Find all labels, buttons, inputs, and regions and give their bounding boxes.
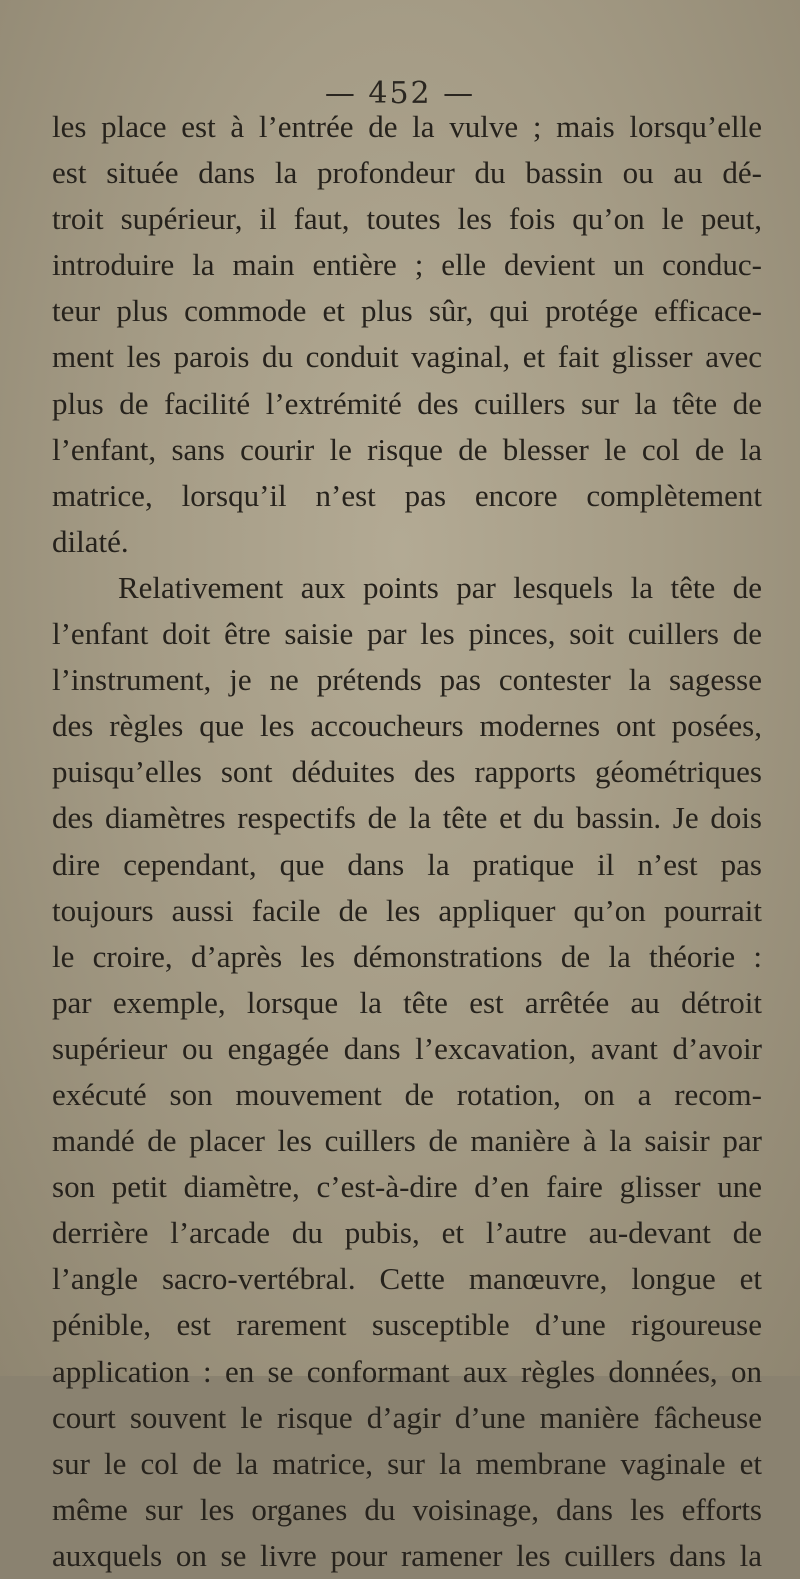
text-line: derrière l’arcade du pubis, et l’autre au-devant de: [52, 1215, 762, 1251]
text-line: auxquels on se livre pour ramener les cuillers dans la: [52, 1537, 762, 1573]
text-line: l’instrument, je ne prétends pas contester la sagesse: [52, 662, 762, 698]
text-line: l’enfant, sans courir le risque de blesser le col de la: [52, 431, 762, 467]
paragraph-2: [52, 565, 762, 1579]
text-line: application : en se conformant aux règles données, on: [52, 1353, 762, 1389]
text-line: le croire, d’après les démonstrations de la théorie :: [52, 938, 762, 974]
text-line: troit supérieur, il faut, toutes les fois qu’on le peut,: [52, 201, 762, 237]
page-number: — 452 —: [324, 76, 476, 111]
text-line: des diamètres respectifs de la tête et du bassin. Je dois: [52, 800, 762, 836]
text-line: par exemple, lorsque la tête est arrêtée au détroit: [52, 984, 762, 1020]
text-line: introduire la main entière ; elle devient un conduc-: [52, 247, 762, 283]
text-line: court souvent le risque d’agir d’une manière fâcheuse: [52, 1399, 762, 1435]
text-line: matrice, lorsqu’il n’est pas encore complètement: [52, 477, 762, 513]
text-line: pénible, est rarement susceptible d’une rigoureuse: [52, 1307, 762, 1343]
paragraph-1: [52, 104, 762, 565]
text-line: des règles que les accoucheurs modernes ont posées,: [52, 708, 762, 744]
text-line: sur le col de la matrice, sur la membrane vaginale et: [52, 1445, 762, 1481]
text-line: l’enfant doit être saisie par les pinces, soit cuillers de: [52, 616, 762, 652]
text-line: est située dans la profondeur du bassin ou au dé-: [52, 155, 762, 191]
text-line: les place est à l’entrée de la vulve ; mais lorsqu’elle: [52, 109, 762, 144]
text-line: supérieur ou engagée dans l’excavation, avant d’avoir: [52, 1030, 762, 1066]
text-line: même sur les organes du voisinage, dans les efforts: [52, 1491, 762, 1527]
text-line: dire cependant, que dans la pratique il n’est pas: [52, 846, 762, 882]
text-line: Relativement aux points par lesquels la tête de: [118, 569, 762, 605]
text-line: plus de facilité l’extrémité des cuillers sur la tête de: [52, 385, 762, 421]
text-line: ment les parois du conduit vaginal, et fait glisser avec: [52, 339, 762, 375]
text-line: mandé de placer les cuillers de manière à la saisir par: [52, 1123, 762, 1159]
text-line: toujours aussi facile de les appliquer qu’on pourrait: [52, 892, 762, 928]
text-line: l’angle sacro-vertébral. Cette manœuvre, longue et: [52, 1261, 762, 1297]
text-line: teur plus commode et plus sûr, qui protége efficace-: [52, 293, 762, 329]
text-line: exécuté son mouvement de rotation, on a recom-: [52, 1076, 762, 1112]
text-line: dilaté.: [52, 523, 129, 559]
text-line: puisqu’elles sont déduites des rapports géométriques: [52, 754, 762, 790]
body-text: [52, 104, 762, 1579]
text-line: son petit diamètre, c’est-à-dire d’en faire glisser une: [52, 1169, 762, 1205]
